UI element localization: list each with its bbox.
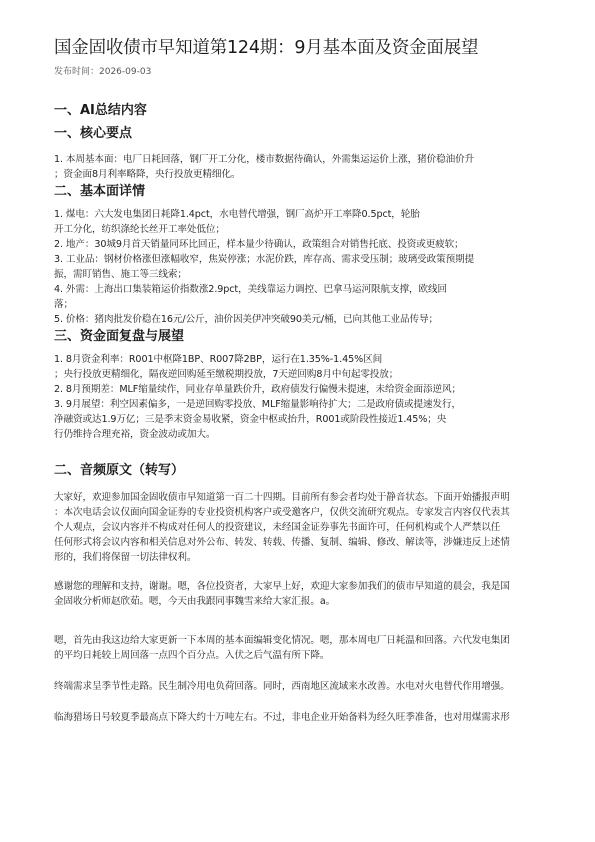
- section-transcript-heading: 二、音频原文（转写）: [54, 463, 185, 478]
- key-points-line: ；资金面8月利率略降，央行投放更精细化。: [54, 169, 241, 180]
- fundamentals-line: 1. 煤电：六大发电集团日耗降1.4pct，水电替代增强，钢厂高炉开工率降0.5pct，轮胎: [54, 209, 420, 220]
- transcript-line: 大家好，欢迎参加国金固收债市早知道第一百二十四期。目前所有参会者均处于静音状态。下面开始播报声明: [54, 492, 510, 503]
- transcript-line: 临海猎场日号较夏季最高点下降大约十万吨左右。不过，非电企业开始备料为经久旺季准备，也对用煤需求形: [54, 712, 510, 723]
- fundamentals-line: 开工分化，纺织涤纶长丝开工率处低位；: [54, 224, 225, 235]
- transcript-paragraph: [54, 710, 547, 725]
- section-key-points-heading: 一、核心要点: [54, 126, 133, 141]
- fundamentals-line: 2. 地产：30城9月首天销量同环比回正，样本量少待确认，政策组合对销售托底、投资或更疲软；: [54, 239, 464, 250]
- section-funding-heading: 三、资金面复盘与展望: [54, 329, 185, 344]
- section-fundamentals-heading: 二、基本面详情: [54, 184, 146, 199]
- transcript-line: 的平均日耗较上周回落一点四个百分点。入伏之后气温有所下降。: [54, 650, 330, 661]
- fundamentals-body: [54, 207, 547, 327]
- transcript-line: 感谢您的理解和支持，谢谢。嗯，各位投资者，大家早上好，欢迎大家参加我们的债市早知道的晨会，我是国: [54, 581, 510, 592]
- transcript-line: 金固收分析师赵欣茹。嗯，今天由我跟同事魏雪来给大家汇报。a。: [54, 596, 336, 607]
- fundamentals-line: 4. 外需：上海出口集装箱运价指数涨2.9pct，美线靠运力调控、巴拿马运河限航支撑，欧线回: [54, 284, 447, 295]
- transcript-paragraph: [54, 633, 547, 663]
- page-title: 国金固收债市早知道第124期：9月基本面及资金面展望: [54, 38, 479, 58]
- transcript-paragraph: [54, 490, 547, 565]
- funding-line: 净融资或达1.9万亿；三是季末资金易收紧，资金中枢或抬升，R001或阶段性接近1.45%；央: [54, 414, 447, 425]
- fundamentals-line: 落；: [54, 299, 73, 310]
- transcript-line: 嗯，首先由我这边给大家更新一下本周的基本面编辑变化情况。嗯，那本周电厂日耗温和回落。六代发电集团: [54, 635, 510, 646]
- transcript-paragraph: [54, 579, 547, 609]
- transcript-paragraph: [54, 679, 547, 694]
- funding-line: 3. 9月展望：利空因素偏多，一是逆回购零投放、MLF缩量影响待扩大；二是政府债或提速发行，: [54, 399, 462, 410]
- fundamentals-line: 振，需盯销售、施工等三线索；: [54, 269, 187, 280]
- transcript-line: 形的，我们将保留一切法律权利。: [54, 552, 197, 563]
- transcript-line: 终端需求呈季节性走路。民生制冷用电负荷回落。同时，西南地区流域来水改善。水电对火电替代作用增强。: [54, 681, 510, 692]
- section-ai-summary-heading: 一、AI总结内容: [54, 103, 147, 118]
- key-points-body: [54, 152, 547, 182]
- funding-line: 行仍维持合理充裕，资金波动或加大。: [54, 429, 216, 440]
- key-points-line: 1. 本周基本面：电厂日耗回落，钢厂开工分化，楼市数据待确认，外需集运运价上涨，猪价稳油价升: [54, 154, 475, 165]
- funding-line: ；央行投放更精细化，隔夜逆回购延至缴税期投放，7天逆回购8月中旬起零投放；: [54, 369, 399, 380]
- fundamentals-line: 5. 价格：猪肉批发价稳在16元/公斤，油价因美伊冲突破90美元/桶，已向其他工业品传导；: [54, 314, 438, 325]
- fundamentals-line: 3. 工业品：钢材价格涨但涨幅收窄，焦炭停涨；水泥价跌，库存高、需求受压制；玻璃受政策预期提: [54, 254, 475, 265]
- funding-line: 1. 8月资金利率：R001中枢降1BP、R007降2BP，运行在1.35%-1.45%区间: [54, 354, 383, 365]
- transcript-line: ：本次电话会议仅面向国金证券的专业投资机构客户或受邀客户，仅供交流研究观点。专家发言内容仅代表其: [54, 507, 510, 518]
- publish-time: 发布时间：2026-09-03: [54, 67, 152, 77]
- transcript-line: 个人观点，会议内容并不构成对任何人的投资建议，未经国金证券事先书面许可，任何机构或个人严禁以任: [54, 522, 501, 533]
- transcript-line: 任何形式将会议内容和相关信息对外公布、转发、转载、传播、复制、编辑、修改、解读等，涉嫌违反上述情: [54, 537, 510, 548]
- funding-line: 2. 8月预期差：MLF缩量续作，同业存单量跌价升，政府债发行偏慢未提速，未给资金面添逆风；: [54, 384, 462, 395]
- funding-body: [54, 352, 547, 442]
